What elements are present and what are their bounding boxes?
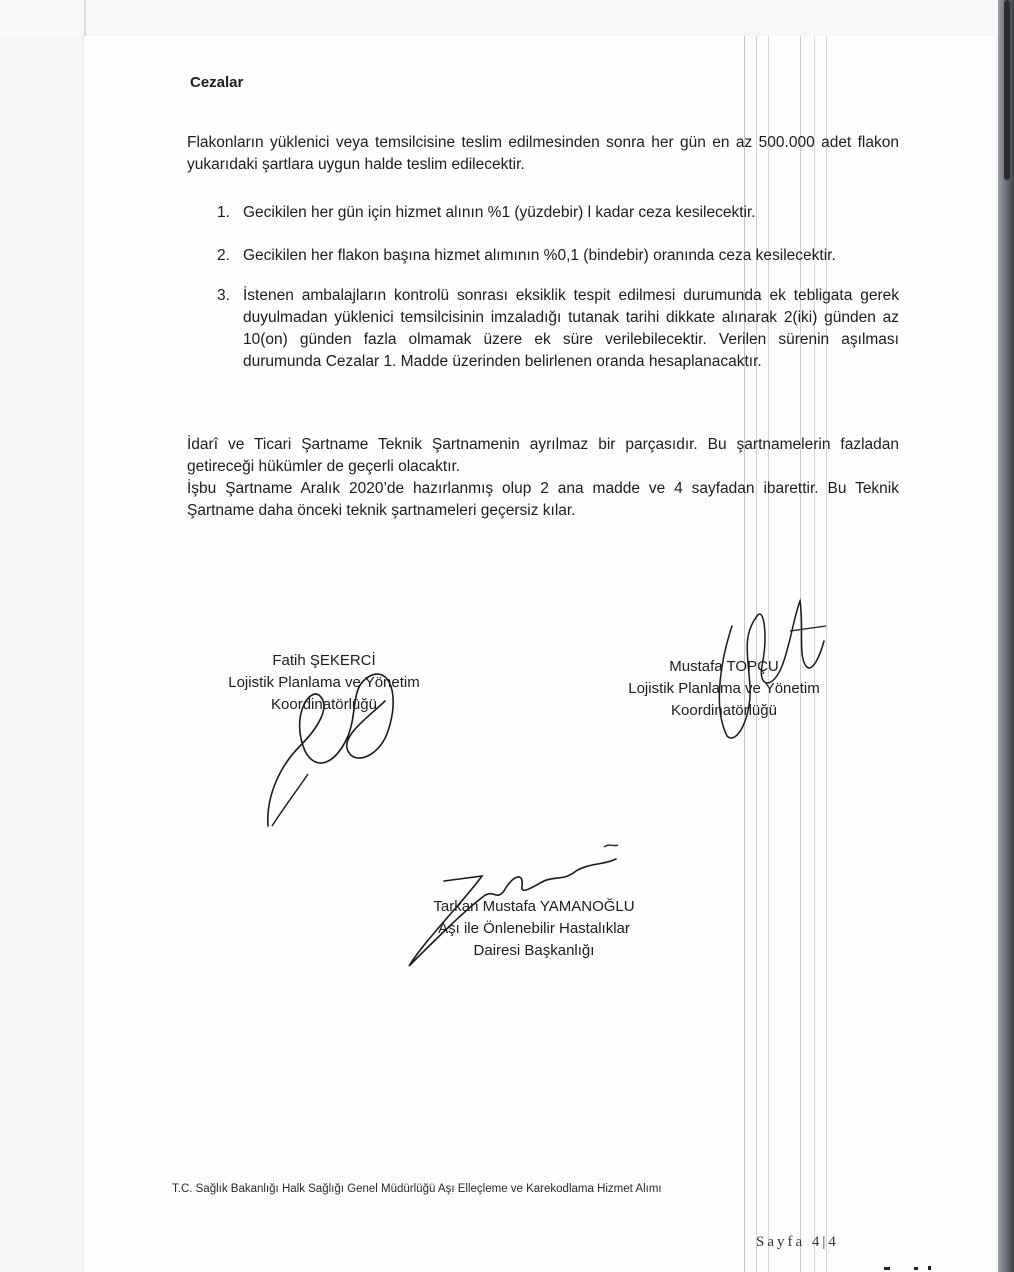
list-text: İstenen ambalajların kontrolü sonrası eksiklik tespit edilmesi durumunda ek tebligata gerek duyulmadan yüklenici temsilcisinin imzaladığı tutanak tarihi dikkate alınarak 2(iki) günden az 10(on) günden fazla olmamak üzere ek süre verilebilecektir. Verilen sürenin aşılması durumunda Cezalar 1. Madde üzerinden belirlenen oranda hesaplanacaktır. — [243, 287, 899, 370]
document-page — [84, 36, 996, 1272]
signatory-title: Aşı ile Önlenebilir Hastalıklar — [438, 920, 630, 937]
closing-text-1: İdarî ve Ticari Şartname Teknik Şartnamenin ayrılmaz bir parçasıdır. Bu şartnamelerin fazladan getireceği hükümler de geçerli olacaktır. — [187, 436, 899, 475]
page-number: Sayfa 4|4 — [756, 1234, 839, 1250]
signatory-title: Lojistik Planlama ve Yönetim — [628, 680, 820, 697]
handwritten-signature-right — [702, 596, 832, 746]
signatory-name: Tarkan Mustafa YAMANOĞLU — [433, 898, 635, 915]
handwritten-signature-left — [260, 656, 430, 831]
signatory-name: Fatih ŞEKERCİ — [272, 652, 376, 669]
intro-paragraph: Flakonların yüklenici veya temsilcisine teslim edilmesinden sonra her gün en az 500.000 adet flakon yukarıdaki şartlara uygun halde teslim edilecektir. — [187, 134, 899, 173]
list-number: 2. — [217, 247, 230, 264]
signature-block-bottom — [384, 896, 684, 962]
scrollbar[interactable] — [998, 0, 1014, 1272]
corner-scan-marks — [884, 1258, 944, 1272]
section-heading: Cezalar — [190, 74, 244, 91]
list-number: 1. — [217, 204, 230, 221]
signatory-department: Dairesi Başkanlığı — [473, 942, 595, 959]
signatory-department: Koordinatörlüğü — [271, 696, 377, 713]
closing-paragraph — [187, 434, 899, 522]
top-strip — [0, 0, 1014, 36]
signatory-department: Koordinatörlüğü — [671, 702, 777, 719]
list-number: 3. — [217, 287, 230, 304]
closing-text-2: İşbu Şartname Aralık 2020’de hazırlanmış olup 2 ana madde ve 4 sayfadan ibarettir. Bu Teknik Şartname daha önceki teknik şartnameleri geçersiz kılar. — [187, 480, 899, 519]
signatory-name: Mustafa TOPÇU — [669, 658, 779, 675]
list-text: Gecikilen her gün için hizmet alının %1 (yüzdebir) l kadar ceza kesilecektir. — [243, 204, 756, 221]
list-text: Gecikilen her flakon başına hizmet alımının %0,1 (bindebir) oranında ceza kesilecektir. — [243, 247, 836, 264]
list-item — [217, 285, 899, 409]
page-footer: T.C. Sağlık Bakanlığı Halk Sağlığı Genel Müdürlüğü Aşı Elleçleme ve Karekodlama Hizmet Alımı — [172, 1183, 662, 1195]
signatory-title: Lojistik Planlama ve Yönetim — [228, 674, 420, 691]
previous-page-edge — [84, 0, 86, 36]
scrollbar-thumb[interactable] — [1004, 0, 1010, 180]
